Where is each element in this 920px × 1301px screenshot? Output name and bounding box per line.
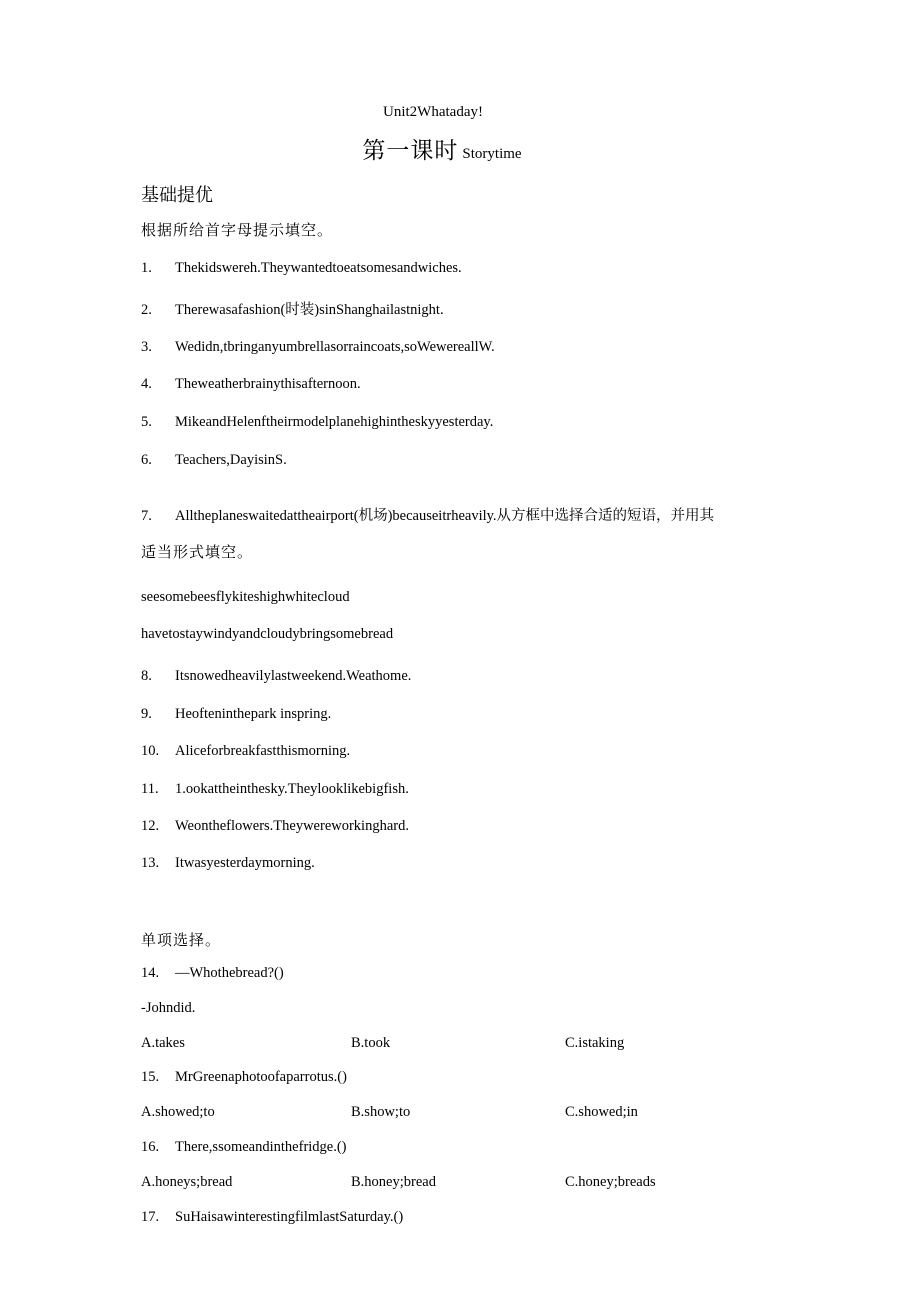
question-text: Thekidswereh.Theywantedtoeatsomesandwiches.	[175, 260, 462, 276]
option-c: C.honey;breads	[565, 1174, 656, 1190]
question-text: Aliceforbreakfastthismorning.	[175, 743, 351, 759]
question-item-continued: 适当形式填空。	[141, 545, 254, 561]
question-text: There,ssomeandinthefridge.()	[175, 1139, 347, 1155]
question-number: 1.	[141, 260, 152, 276]
section-heading-basic: 基础提优	[141, 185, 213, 205]
question-text: Alltheplaneswaitedattheairport(机场)becauseitrheavily.从方框中选择合适的短语，并用其	[175, 508, 715, 524]
question-item	[141, 452, 287, 469]
lesson-title	[0, 132, 884, 165]
option-b: B.took	[351, 1035, 391, 1051]
question-item	[141, 706, 331, 723]
question-number: 9.	[141, 706, 152, 722]
question-number: 14.	[141, 965, 160, 981]
question-text: Teachers,DayisinS.	[175, 452, 287, 468]
question-number: 8.	[141, 668, 152, 684]
instruction-fill-blanks: 根据所给首字母提示填空。	[141, 223, 334, 239]
question-number: 16.	[141, 1139, 160, 1155]
question-item	[141, 781, 409, 798]
question-number: 13.	[141, 855, 160, 871]
question-text: MikeandHelenftheirmodelplanehighintheskyyesterday.	[175, 414, 494, 430]
option-a: A.takes	[141, 1035, 185, 1051]
unit-title: Unit2Whataday!	[383, 104, 483, 120]
question-item	[141, 818, 409, 835]
answer-line: -Johndid.	[141, 1000, 196, 1016]
question-text: Heofteninthepark inspring.	[175, 706, 332, 722]
section-heading-multiple-choice: 单项选择。	[141, 933, 222, 949]
question-item	[141, 1139, 347, 1156]
question-item	[141, 855, 315, 872]
option-a: A.showed;to	[141, 1104, 215, 1120]
question-text: Weontheflowers.Theywereworkinghard.	[175, 818, 409, 834]
question-number: 11.	[141, 781, 159, 797]
question-number: 10.	[141, 743, 160, 759]
option-b: B.show;to	[351, 1104, 411, 1120]
question-item	[141, 743, 350, 760]
option-c: C.istaking	[565, 1035, 625, 1051]
question-text: Theweatherbrainythisafternoon.	[175, 376, 361, 392]
question-number: 17.	[141, 1209, 160, 1225]
question-number: 4.	[141, 376, 152, 392]
question-text: 1.ookattheinthesky.Theylooklikebigfish.	[175, 781, 409, 797]
question-item	[141, 504, 714, 525]
question-number: 2.	[141, 302, 152, 318]
lesson-title-cn: 第一课时	[362, 138, 459, 163]
question-text: —Whothebread?()	[175, 965, 284, 981]
question-item	[141, 1209, 403, 1226]
option-b: B.honey;bread	[351, 1174, 436, 1190]
option-c: C.showed;in	[565, 1104, 638, 1120]
question-text: SuHaisawinterestingfilmlastSaturday.()	[175, 1209, 404, 1225]
question-item	[141, 298, 444, 319]
question-number: 7.	[141, 508, 152, 524]
question-item	[141, 260, 462, 277]
question-item	[141, 376, 361, 393]
question-text: Wedidn,tbringanyumbrellasorraincoats,soWewereallW.	[175, 339, 495, 355]
question-item	[141, 339, 495, 356]
question-item	[141, 668, 411, 685]
lesson-title-en: Storytime	[462, 146, 522, 162]
question-item	[141, 965, 284, 982]
option-a: A.honeys;bread	[141, 1174, 233, 1190]
phrase-box-row: seesomebeesflykiteshighwhitecloud	[141, 589, 350, 605]
question-number: 6.	[141, 452, 152, 468]
question-text: Itsnowedheavilylastweekend.Weathome.	[175, 668, 412, 684]
phrase-box-row: havetostaywindyandcloudybringsomebread	[141, 626, 394, 642]
question-item	[141, 414, 493, 431]
question-item	[141, 1069, 347, 1086]
question-number: 5.	[141, 414, 152, 430]
question-number: 15.	[141, 1069, 160, 1085]
question-text: Therewasafashion(时装)sinShanghailastnight.	[175, 302, 444, 318]
question-text: Itwasyesterdaymorning.	[175, 855, 315, 871]
question-text: MrGreenaphotoofaparrotus.()	[175, 1069, 347, 1085]
question-number: 3.	[141, 339, 152, 355]
question-number: 12.	[141, 818, 160, 834]
